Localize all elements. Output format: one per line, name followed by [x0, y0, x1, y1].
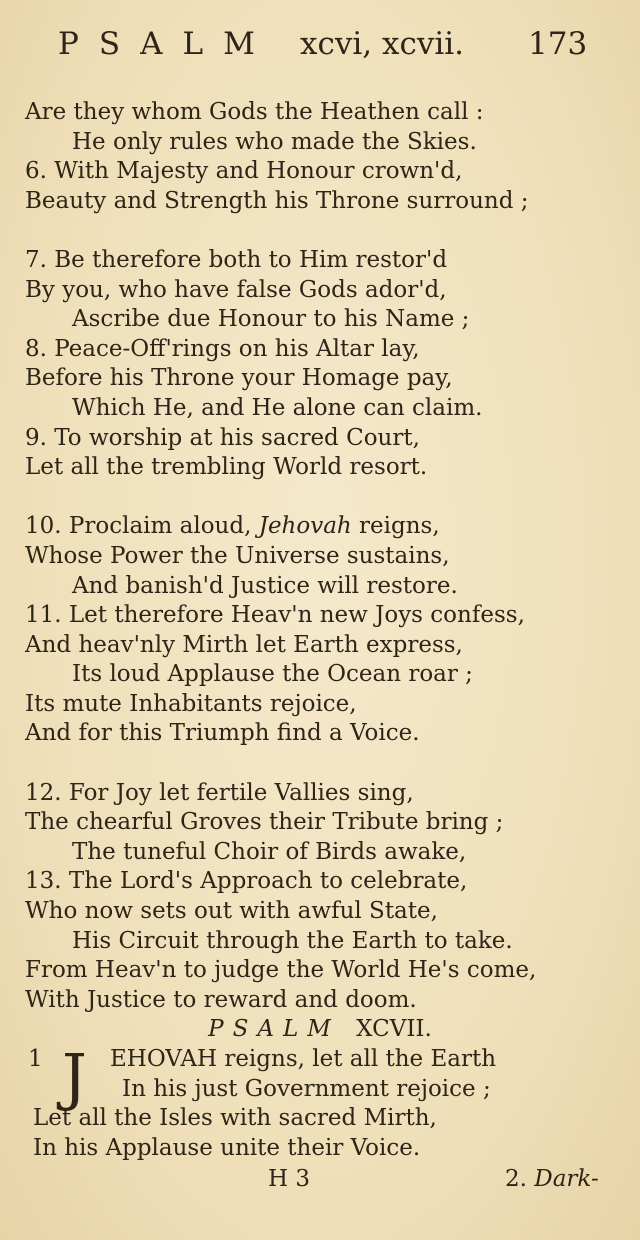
psalm97-line-3: Let all the Isles with sacred Mirth, [33, 1105, 437, 1132]
verse-line: 7. Be therefore both to Him restor'd [25, 246, 448, 273]
verse-line: Let all the trembling World resort. [25, 454, 428, 481]
verse-line: 6. With Majesty and Honour crown'd, [25, 158, 463, 185]
verse-line: Whose Power the Universe sustains, [25, 542, 450, 569]
catchword-number: 2. [505, 1166, 527, 1192]
verse-line: Before his Throne your Homage pay, [25, 365, 453, 392]
page-number: 173 [528, 26, 588, 62]
verse-line: And for this Triumph find a Voice. [25, 720, 420, 747]
verse-line: 12. For Joy let fertile Vallies sing, [25, 779, 414, 806]
verse-line: He only rules who made the Skies. [72, 128, 477, 155]
psalm-text [0, 98, 640, 1163]
verse-line: Its mute Inhabitants rejoice, [25, 690, 357, 717]
verse-line: Are they whom Gods the Heathen call : [25, 99, 484, 125]
header-title: PSALM [58, 26, 275, 62]
stanza-break [0, 216, 640, 246]
verse-line: The chearful Groves their Tribute bring ; [25, 809, 504, 836]
verse-line [0, 512, 640, 542]
verse-line: With Justice to reward and doom. [25, 986, 417, 1013]
psalm97-line-2: In his just Government rejoice ; [122, 1075, 491, 1102]
verse-line: From Heav'n to judge the World He's come, [25, 957, 537, 984]
header-psalm-numbers: xcvi, xcvii. [300, 26, 465, 62]
verse-line: 13. The Lord's Approach to celebrate, [25, 868, 468, 895]
verse-line: The tuneful Choir of Birds awake, [72, 838, 467, 865]
psalm-heading-number: XCVII. [356, 1016, 432, 1043]
verse-line-italic: Jehovah [258, 513, 352, 540]
stanza-break [0, 749, 640, 779]
verse-line-text: reigns, [351, 513, 440, 540]
verse-line: By you, who have false Gods ador'd, [25, 276, 447, 303]
verse-line: Ascribe due Honour to his Name ; [72, 306, 470, 333]
page-footer [0, 1166, 640, 1200]
running-header [0, 26, 640, 72]
verse-line: 9. To worship at his sacred Court, [25, 424, 420, 451]
verse-line: Beauty and Strength his Throne surround ; [25, 187, 529, 214]
verse-line: 11. Let therefore Heav'n new Joys confess, [25, 602, 525, 629]
verse-lines [0, 98, 640, 1015]
signature-mark: H 3 [268, 1166, 311, 1192]
psalm-heading-label: PSALM [208, 1016, 340, 1043]
psalm97-line-1: EHOVAH reigns, let all the Earth [110, 1046, 497, 1072]
verse-line: And banish'd Justice will restore. [72, 572, 458, 599]
verse-line: Which He, and He alone can claim. [72, 394, 483, 421]
psalm-heading [0, 1015, 640, 1045]
verse-line: His Circuit through the Earth to take. [72, 927, 513, 954]
verse-line: Who now sets out with awful State, [25, 898, 438, 925]
verse-number: 1 [28, 1046, 43, 1072]
verse-line: And heav'nly Mirth let Earth express, [25, 631, 463, 658]
verse-line: Its loud Applause the Ocean roar ; [72, 661, 473, 688]
catchword-word: Dark- [534, 1166, 599, 1192]
verse-line-text: 10. Proclaim aloud, [25, 513, 259, 540]
psalm97-verse1 [0, 1040, 640, 1163]
drop-cap: J [62, 1040, 87, 1113]
verse-line: 8. Peace-Off'rings on his Altar lay, [25, 335, 420, 362]
catchword [505, 1166, 599, 1192]
stanza-break [0, 483, 640, 513]
psalm97-line-4: In his Applause unite their Voice. [33, 1134, 421, 1161]
